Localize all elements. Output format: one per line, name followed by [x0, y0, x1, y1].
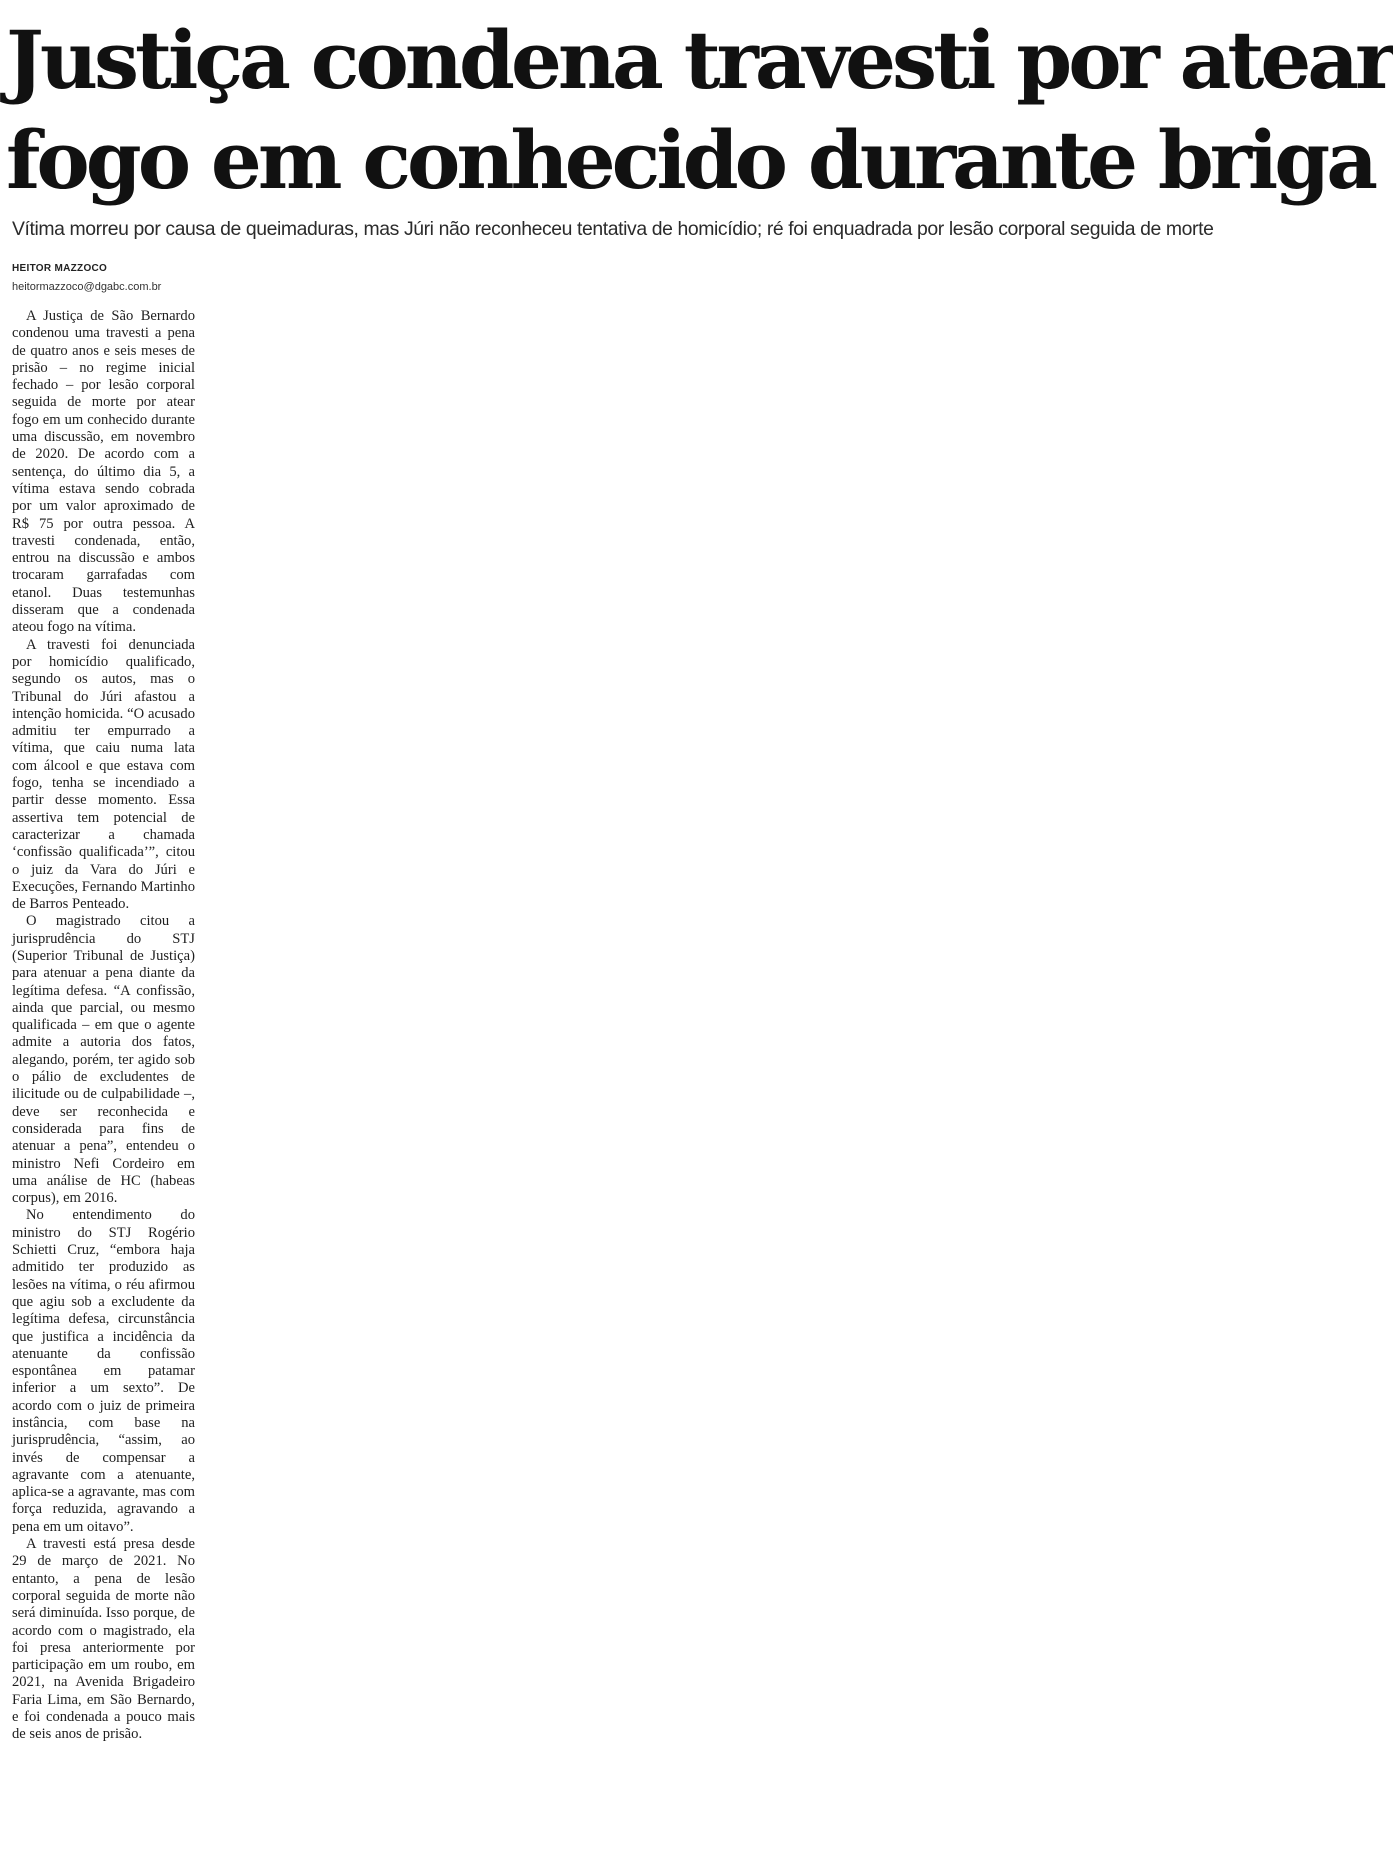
headline-line-2: fogo em conhecido durante briga	[6, 113, 1375, 207]
article-headline	[6, 10, 1393, 210]
body-paragraph-2: A travesti foi denunciada por homicídio qualificado, segundo os autos, mas o Tribunal do Júri afastou a intenção homicida. “O acusado admitiu ter empurrado a vítima, que caiu numa lata com álcool e que estava com fogo, tenha se incendiado a partir desse momento. Essa assertiva tem potencial de caracterizar a chamada ‘confissão qualificada’”, citou o juiz da Vara do Júri e Execuções, Fernando Martinho de Barros Penteado.	[12, 636, 195, 913]
body-paragraph-5: A travesti está presa desde 29 de março de 2021. No entanto, a pena de lesão corporal seguida de morte não será diminuída. Isso porque, de acordo com o magistrado, ela foi presa anteriormente por participação em um roubo, em 2021, na Avenida Brigadeiro Faria Lima, em São Bernardo, e foi condenada a pouco mais de seis anos de prisão.	[12, 1536, 195, 1743]
body-paragraph-1: A Justiça de São Bernardo condenou uma travesti a pena de quatro anos e seis meses de prisão – no regime inicial fechado – por lesão corporal seguida de morte por atear fogo em um conhecido durante uma discussão, em novembro de 2020. De acordo com a sentença, do último dia 5, a vítima estava sendo cobrada por um valor aproximado de R$ 75 por outra pessoa. A travesti condenada, então, entrou na discussão e ambos trocaram garrafadas com etanol. Duas testemunhas disseram que a condenada ateou fogo na vítima.	[12, 308, 195, 636]
headline-line-1: Justiça condena travesti por atear	[6, 13, 1393, 107]
article-body	[12, 308, 195, 1744]
author-name: HEITOR MAZZOCO	[12, 263, 108, 274]
author-email: heitormazzoco@dgabc.com.br	[12, 281, 162, 293]
article-subtitle: Vítima morreu por causa de queimaduras, mas Júri não reconheceu tentativa de homicídio; ré foi enquadrada por lesão corporal seguida de morte	[12, 218, 1214, 240]
body-paragraph-4: No entendimento do ministro do STJ Rogério Schietti Cruz, “embora haja admitido ter produzido as lesões na vítima, o réu afirmou que agiu sob a excludente da legítima defesa, circunstância que justifica a incidência da atenuante da confissão espontânea em patamar inferior a um sexto”. De acordo com o juiz de primeira instância, com base na jurisprudência, “assim, ao invés de compensar a agravante com a atenuante, aplica-se a agravante, mas com força reduzida, agravando a pena em um oitavo”.	[12, 1207, 195, 1535]
body-paragraph-3: O magistrado citou a jurisprudência do STJ (Superior Tribunal de Justiça) para atenuar a pena diante da legítima defesa. “A confissão, ainda que parcial, ou mesmo qualificada – em que o agente admite a autoria dos fatos, alegando, porém, ter agido sob o pálio de excludentes de ilicitude ou de culpabilidade –, deve ser reconhecida e considerada para fins de atenuar a pena”, entendeu o ministro Nefi Cordeiro em uma análise de HC (habeas corpus), em 2016.	[12, 913, 195, 1207]
